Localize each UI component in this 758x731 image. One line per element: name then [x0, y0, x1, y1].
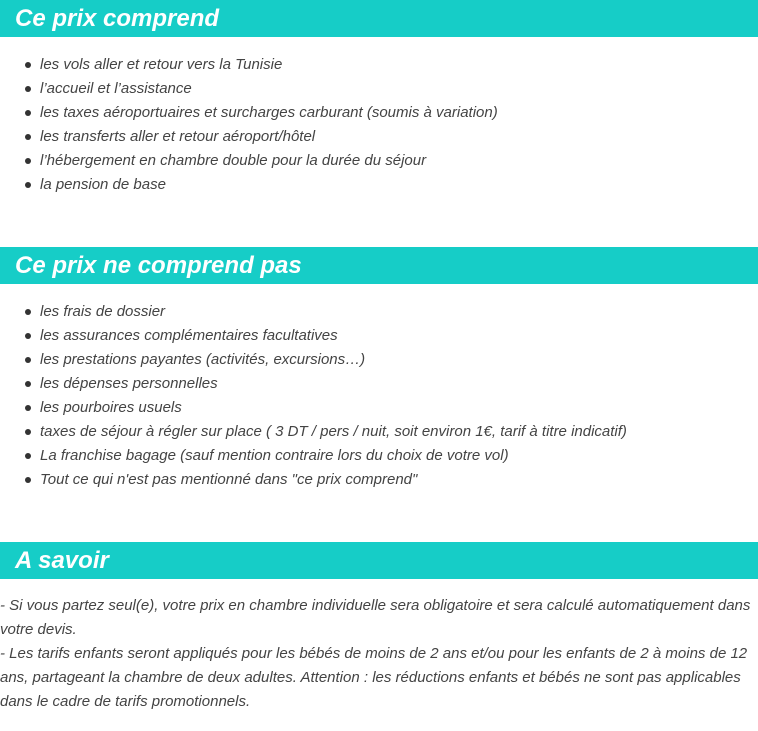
- bullet-icon: [25, 453, 31, 459]
- list-item: [0, 420, 627, 444]
- list-item: [0, 125, 498, 149]
- bullet-icon: [25, 309, 31, 315]
- bullet-icon: [25, 86, 31, 92]
- bullet-icon: [25, 182, 31, 188]
- section-header-included: Ce prix comprend: [0, 0, 758, 37]
- list-item-text: les vols aller et retour vers la Tunisie: [40, 56, 283, 73]
- list-item-text: les prestations payantes (activités, excursions…): [40, 351, 366, 368]
- list-item: [0, 372, 627, 396]
- list-item: [0, 149, 498, 173]
- list-item: [0, 173, 498, 197]
- list-item: [0, 468, 627, 492]
- bullet-icon: [25, 110, 31, 116]
- list-item-text: les frais de dossier: [40, 303, 166, 320]
- list-item-text: Tout ce qui n'est pas mentionné dans "ce prix comprend": [40, 471, 418, 488]
- list-item: [0, 53, 498, 77]
- excluded-list: [0, 300, 627, 492]
- bullet-icon: [25, 333, 31, 339]
- section-header-excluded: Ce prix ne comprend pas: [0, 247, 758, 284]
- list-item-text: les pourboires usuels: [40, 399, 182, 416]
- list-item: [0, 396, 627, 420]
- section-header-info: A savoir: [0, 542, 758, 579]
- list-item-text: les assurances complémentaires facultatives: [40, 327, 338, 344]
- included-list: [0, 53, 498, 197]
- bullet-icon: [25, 134, 31, 140]
- bullet-icon: [25, 429, 31, 435]
- bullet-icon: [25, 405, 31, 411]
- bullet-icon: [25, 477, 31, 483]
- list-item: [0, 77, 498, 101]
- list-item: [0, 444, 627, 468]
- list-item: [0, 324, 627, 348]
- info-paragraph: - Les tarifs enfants seront appliqués pour les bébés de moins de 2 ans et/ou pour les enfants de 2 à moins de 12 ans, partageant la chambre de deux adultes. Attention : les réductions enfants et bébés ne sont pas applicables dans le cadre de tarifs promotionnels.: [0, 645, 748, 710]
- list-item: [0, 101, 498, 125]
- list-item-text: les taxes aéroportuaires et surcharges carburant (soumis à variation): [40, 104, 498, 121]
- list-item-text: La franchise bagage (sauf mention contraire lors du choix de votre vol): [40, 447, 509, 464]
- info-text: [0, 594, 752, 714]
- list-item: [0, 348, 627, 372]
- list-item: [0, 300, 627, 324]
- bullet-icon: [25, 158, 31, 164]
- bullet-icon: [25, 357, 31, 363]
- list-item-text: la pension de base: [40, 176, 166, 193]
- list-item-text: l’hébergement en chambre double pour la durée du séjour: [40, 152, 427, 169]
- bullet-icon: [25, 381, 31, 387]
- list-item-text: l’accueil et l’assistance: [40, 80, 192, 97]
- bullet-icon: [25, 62, 31, 68]
- list-item-text: les dépenses personnelles: [40, 375, 218, 392]
- list-item-text: les transferts aller et retour aéroport/hôtel: [40, 128, 316, 145]
- list-item-text: taxes de séjour à régler sur place ( 3 DT / pers / nuit, soit environ 1€, tarif à titre indicatif): [40, 423, 627, 440]
- info-paragraph: - Si vous partez seul(e), votre prix en chambre individuelle sera obligatoire et sera calculé automatiquement dans votre devis.: [0, 597, 751, 638]
